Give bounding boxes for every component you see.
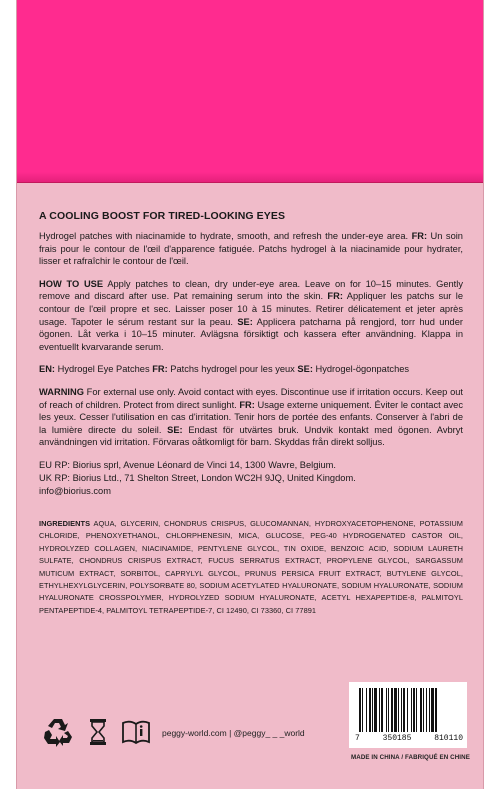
barcode-bar xyxy=(403,688,405,732)
barcode-bar xyxy=(369,688,371,732)
barcode-bars xyxy=(359,688,459,732)
barcode-bar xyxy=(435,688,437,732)
barcode-bar xyxy=(426,688,427,732)
barcode-bar xyxy=(429,688,430,732)
ingredients-paragraph xyxy=(39,518,463,617)
how-to-use-en: Apply patches to clean, dry under-eye area. Leave on for 10–15 minutes. Gently remove and discard after use. Pat remaining serum into the skin. xyxy=(39,278,463,302)
how-to-use-fr: Appliquer les patchs sur le contour de l'œil propre et sec. Laisser poser 10 à 15 minutes. Retirer délicatement et jeter après usage. Tapoter le sérum restant sur la peau. xyxy=(39,291,463,327)
barcode-bar xyxy=(386,688,387,732)
warning-paragraph xyxy=(39,386,463,449)
barcode-bar xyxy=(411,688,412,732)
hourglass-icon xyxy=(89,718,107,746)
barcode-bar xyxy=(420,688,422,732)
contact-email: info@biorius.com xyxy=(39,485,111,496)
barcode-bar xyxy=(372,688,373,732)
barcode-bar xyxy=(401,688,402,732)
intro-fr-label: FR: xyxy=(411,231,428,241)
how-to-use-fr-label: FR: xyxy=(327,291,343,302)
open-book-icon xyxy=(121,719,151,745)
pink-top-flap xyxy=(17,0,483,183)
barcode-bar xyxy=(374,688,377,732)
package-back xyxy=(16,0,484,789)
barcode-bar xyxy=(413,688,415,732)
product-names-paragraph xyxy=(39,363,463,376)
intro-fr: Un soin frais pour le contour de l'œil d'apparence fatiguée. Patchs hydrogel à la niacinamide pour hydrater, lisser et rafraîchir le contour de l'œil. xyxy=(39,231,463,267)
ingredients-label: INGREDIENTS xyxy=(39,518,91,528)
barcode-bar xyxy=(394,688,397,732)
how-to-use-se: Applicera patcharna på rengjord, torr hud under ögonen. Låt verka i 10–15 minuter. Avlägsna försiktigt och kassera efter användning. Klappa in eventuellt kvarvarande serum. xyxy=(39,316,463,352)
name-en: Hydrogel Eye Patches xyxy=(57,364,150,375)
barcode-bar xyxy=(388,688,389,732)
label-text-block xyxy=(39,210,463,617)
symbol-icons xyxy=(41,716,151,748)
how-to-use-se-label: SE: xyxy=(237,316,253,327)
barcode-digit-prefix: 7 xyxy=(355,734,360,743)
intro-paragraph xyxy=(39,230,463,268)
flap-fold-shadow xyxy=(17,172,483,182)
barcode-bar xyxy=(359,688,361,732)
barcode-digits-left: 350185 xyxy=(382,734,412,743)
barcode-bar xyxy=(398,688,399,732)
uk-responsible-person: UK RP: Biorius Ltd., 71 Shelton Street, London WC2H 9JQ, United Kingdom. xyxy=(39,472,356,483)
eu-responsible-person: EU RP: Biorius sprl, Avenue Léonard de Vinci 14, 1300 Wavre, Belgium. xyxy=(39,459,336,470)
headline: A COOLING BOOST FOR TIRED-LOOKING EYES xyxy=(39,210,286,222)
how-to-use-paragraph xyxy=(39,278,463,354)
barcode-digits-right: 810110 xyxy=(434,734,463,743)
warning-en: For external use only. Avoid contact with eyes. Discontinue use if irritation occurs. Keep out of reach of children. Protect from direct sunlight. xyxy=(39,386,463,410)
warning-se-label: SE: xyxy=(167,424,183,435)
warning-fr: Usage externe uniquement. Éviter le contact avec les yeux. Cesser l'utilisation en cas d'irritation. Tenir hors de portée des enfants. Conserver à l'abri de la lumière directe du soleil. xyxy=(39,399,463,435)
barcode-bar xyxy=(423,688,424,732)
warning-label: WARNING xyxy=(39,386,84,397)
ingredients-list: AQUA, GLYCERIN, CHONDRUS CRISPUS, GLUCOMANNAN, HYDROXYACETOPHENONE, POTASSIUM CHLORIDE, PHENOXYETHANOL, CHLORPHENESIN, MICA, GLUCOSE, PEG-40 HYDROGENATED CASTOR OIL, HYDROLYZED COLLAGEN, NIACINAMIDE, PENTYLENE GLYCOL, TIN OXIDE, BENZOIC ACID, SODIUM LAURETH SULFATE, CHONDRUS CRISPUS EXTRACT, FUCUS SERRATUS EXTRACT, PROPYLENE GLYCOL, SARGASSUM MUTICUM EXTRACT, SORBITOL, CAPRYLYL GLYCOL, PRUNUS PERSICA FRUIT EXTRACT, BUTYLENE GLYCOL, ETHYLHEXYLGLYCERIN, POLYSORBATE 80, SODIUM ACETYLATED HYALURONATE, SODIUM HYALURONATE, SODIUM HYALURONATE CROSSPOLYMER, HYDROLYZED SODIUM HYALURONATE, ACETYL HEXAPEPTIDE-8, PALMITOYL PENTAPEPTIDE-4, PALMITOYL TETRAPEPTIDE-7, CI 12490, CI 73360, CI 77891 xyxy=(39,518,463,615)
barcode-number xyxy=(351,734,467,743)
contact-block xyxy=(39,459,463,498)
barcode-bar xyxy=(431,688,434,732)
barcode xyxy=(349,682,467,748)
warning-se: Endast för utvärtes bruk. Undvik kontakt med ögonen. Avbryt användningen vid irritation. Förvaras oåtkomligt för barn. Skyddas från direkt solljus. xyxy=(39,424,463,448)
barcode-bar xyxy=(391,688,393,732)
name-en-label: EN: xyxy=(39,364,56,375)
barcode-bar xyxy=(362,688,363,732)
barcode-bar xyxy=(416,688,417,732)
barcode-bar xyxy=(366,688,367,732)
recycle-icon xyxy=(41,716,75,748)
name-se: Hydrogel-ögonpatches xyxy=(315,364,410,375)
warning-fr-label: FR: xyxy=(239,399,255,410)
barcode-bar xyxy=(407,688,408,732)
name-fr-label: FR: xyxy=(152,364,168,375)
intro-en: Hydrogel patches with niacinamide to hydrate, smooth, and refresh the under-eye area. xyxy=(39,231,409,241)
website-social-handle: peggy-world.com | @peggy_ _ _world xyxy=(162,728,305,738)
name-fr: Patchs hydrogel pour les yeux xyxy=(170,364,295,375)
barcode-bar xyxy=(381,688,383,732)
how-to-use-label: HOW TO USE xyxy=(39,278,104,289)
made-in-label: MADE IN CHINA / FABRIQUÉ EN CHINE xyxy=(351,754,470,761)
barcode-bar xyxy=(379,688,380,732)
name-se-label: SE: xyxy=(297,364,313,375)
